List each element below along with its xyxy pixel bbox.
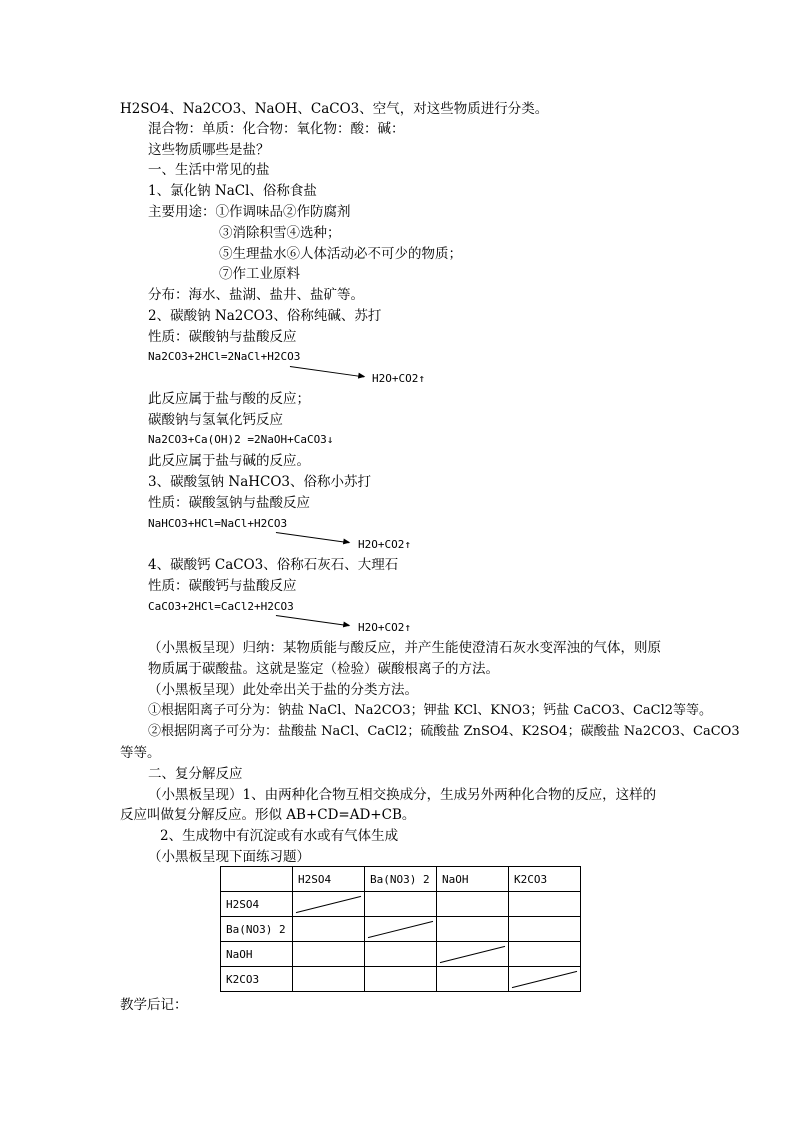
- table-header-cell: NaOH: [437, 867, 509, 892]
- classify-intro: （小黑板呈现）此处牵出关于盐的分类方法。: [148, 682, 418, 698]
- diagonal-line: [368, 921, 433, 938]
- classify-by-cation: ①根据阳离子可分为：钠盐 NaCl、Na2CO3；钾盐 KCl、KNO3；钙盐 CaCO3、CaCl2等等。: [148, 703, 713, 718]
- uses-line-4: ⑦作工业原料: [219, 266, 300, 282]
- uses-line-2: ③消除积雪④选种；: [219, 225, 341, 241]
- definition-line-2: 反应叫做复分解反应。形似 AB+CD=AD+CB。: [120, 807, 416, 823]
- distribution-line: 分布：海水、盐湖、盐井、盐矿等。: [148, 287, 364, 303]
- table-cell: [365, 967, 437, 992]
- diagonal-line: [512, 971, 577, 988]
- section-heading-2: 二、复分解反应: [148, 766, 243, 782]
- equation-1-decomposition: H2O+CO2↑: [372, 372, 425, 385]
- equation-1-note: 此反应属于盐与酸的反应；: [148, 391, 310, 407]
- teaching-notes-label: 教学后记：: [120, 997, 188, 1013]
- classify-by-anion: ②根据阴离子可分为：盐酸盐 NaCl、CaCl2；硫酸盐 ZnSO4、K2SO4；碳酸盐 Na2CO3、CaCO3: [148, 724, 740, 739]
- table-cell: [365, 892, 437, 917]
- equation-4: CaCO3+2HCl=CaCl2+H2CO3: [148, 600, 294, 613]
- table-cell: [293, 917, 365, 942]
- sub-heading-nahco3: 3、碳酸氢钠 NaHCO3、俗称小苏打: [148, 474, 372, 490]
- summary-line-2: 物质属于碳酸盐。这就是鉴定（检验）碳酸根离子的方法。: [148, 661, 499, 677]
- table-cell: [293, 967, 365, 992]
- intro-line: H2SO4、Na2CO3、NaOH、CaCO3、空气，对这些物质进行分类。: [120, 101, 549, 117]
- diagonal-line: [440, 946, 505, 963]
- table-row-header: H2SO4: [221, 892, 293, 917]
- equation-4-decomposition: H2O+CO2↑: [358, 621, 411, 634]
- table-row: [221, 967, 581, 992]
- equation-4-arrow: [276, 615, 349, 626]
- equation-3-decomposition: H2O+CO2↑: [358, 538, 411, 551]
- uses-line-3: ⑤生理盐水⑥人体活动必不可少的物质；: [219, 246, 462, 262]
- table-row-header: NaOH: [221, 942, 293, 967]
- sub-heading-caco3: 4、碳酸钙 CaCO3、俗称石灰石、大理石: [148, 557, 399, 573]
- table-cell: [437, 917, 509, 942]
- sub-heading-na2co3: 2、碳酸钠 Na2CO3、俗称纯碱、苏打: [148, 308, 382, 324]
- table-diagonal-cell: [365, 917, 437, 942]
- table-cell: [437, 967, 509, 992]
- classification-line: 混合物：单质：化合物：氧化物：酸：碱：: [148, 121, 405, 137]
- equation-3: NaHCO3+HCl=NaCl+H2CO3: [148, 517, 288, 530]
- definition-line-1: （小黑板呈现）1、由两种化合物互相交换成分，生成另外两种化合物的反应，这样的: [148, 787, 657, 803]
- table-diagonal-cell: [293, 892, 365, 917]
- table-row: [221, 892, 581, 917]
- equation-1: Na2CO3+2HCl=2NaCl+H2CO3: [148, 350, 301, 363]
- table-cell: [509, 917, 581, 942]
- table-cell: [509, 892, 581, 917]
- table-corner-cell: [221, 867, 293, 892]
- diagonal-line: [296, 896, 361, 913]
- equation-1-arrow: [290, 366, 364, 377]
- condition-line: 2、生成物中有沉淀或有水或有气体生成: [160, 828, 399, 844]
- question-line: 这些物质哪些是盐？: [148, 142, 270, 158]
- equation-2: Na2CO3+Ca(OH)2 =2NaOH+CaCO3↓: [148, 433, 334, 446]
- sub-heading-nacl: 1、氯化钠 NaCl、俗称食盐: [148, 183, 317, 199]
- table-diagonal-cell: [509, 967, 581, 992]
- table-header-cell: H2SO4: [293, 867, 365, 892]
- equation-2-note: 此反应属于盐与碱的反应。: [148, 453, 310, 469]
- property-line-1: 性质：碳酸钠与盐酸反应: [148, 329, 297, 345]
- table-header-cell: Ba(NO3) 2: [365, 867, 437, 892]
- practice-heading: （小黑板呈现下面练习题）: [148, 849, 310, 865]
- practice-table: [220, 866, 581, 992]
- table-header-cell: K2CO3: [509, 867, 581, 892]
- property-line-4: 性质：碳酸钙与盐酸反应: [148, 578, 297, 594]
- table-row: [221, 917, 581, 942]
- table-row-header: K2CO3: [221, 967, 293, 992]
- table-header-row: [221, 867, 581, 892]
- table-cell: [365, 942, 437, 967]
- table-diagonal-cell: [437, 942, 509, 967]
- equation-3-arrow: [276, 532, 349, 543]
- table-row-header: Ba(NO3) 2: [221, 917, 293, 942]
- uses-line-1: 主要用途：①作调味品②作防腐剂: [148, 204, 351, 220]
- table-cell: [509, 942, 581, 967]
- property-line-2: 碳酸钠与氢氧化钙反应: [148, 412, 283, 428]
- property-line-3: 性质：碳酸氢钠与盐酸反应: [148, 495, 310, 511]
- table-cell: [293, 942, 365, 967]
- table-cell: [437, 892, 509, 917]
- classify-by-anion-cont: 等等。: [120, 745, 161, 761]
- section-heading-1: 一、生活中常见的盐: [148, 162, 270, 178]
- summary-line-1: （小黑板呈现）归纳：某物质能与酸反应，并产生能使澄清石灰水变浑浊的气体，则原: [148, 640, 661, 656]
- table-row: [221, 942, 581, 967]
